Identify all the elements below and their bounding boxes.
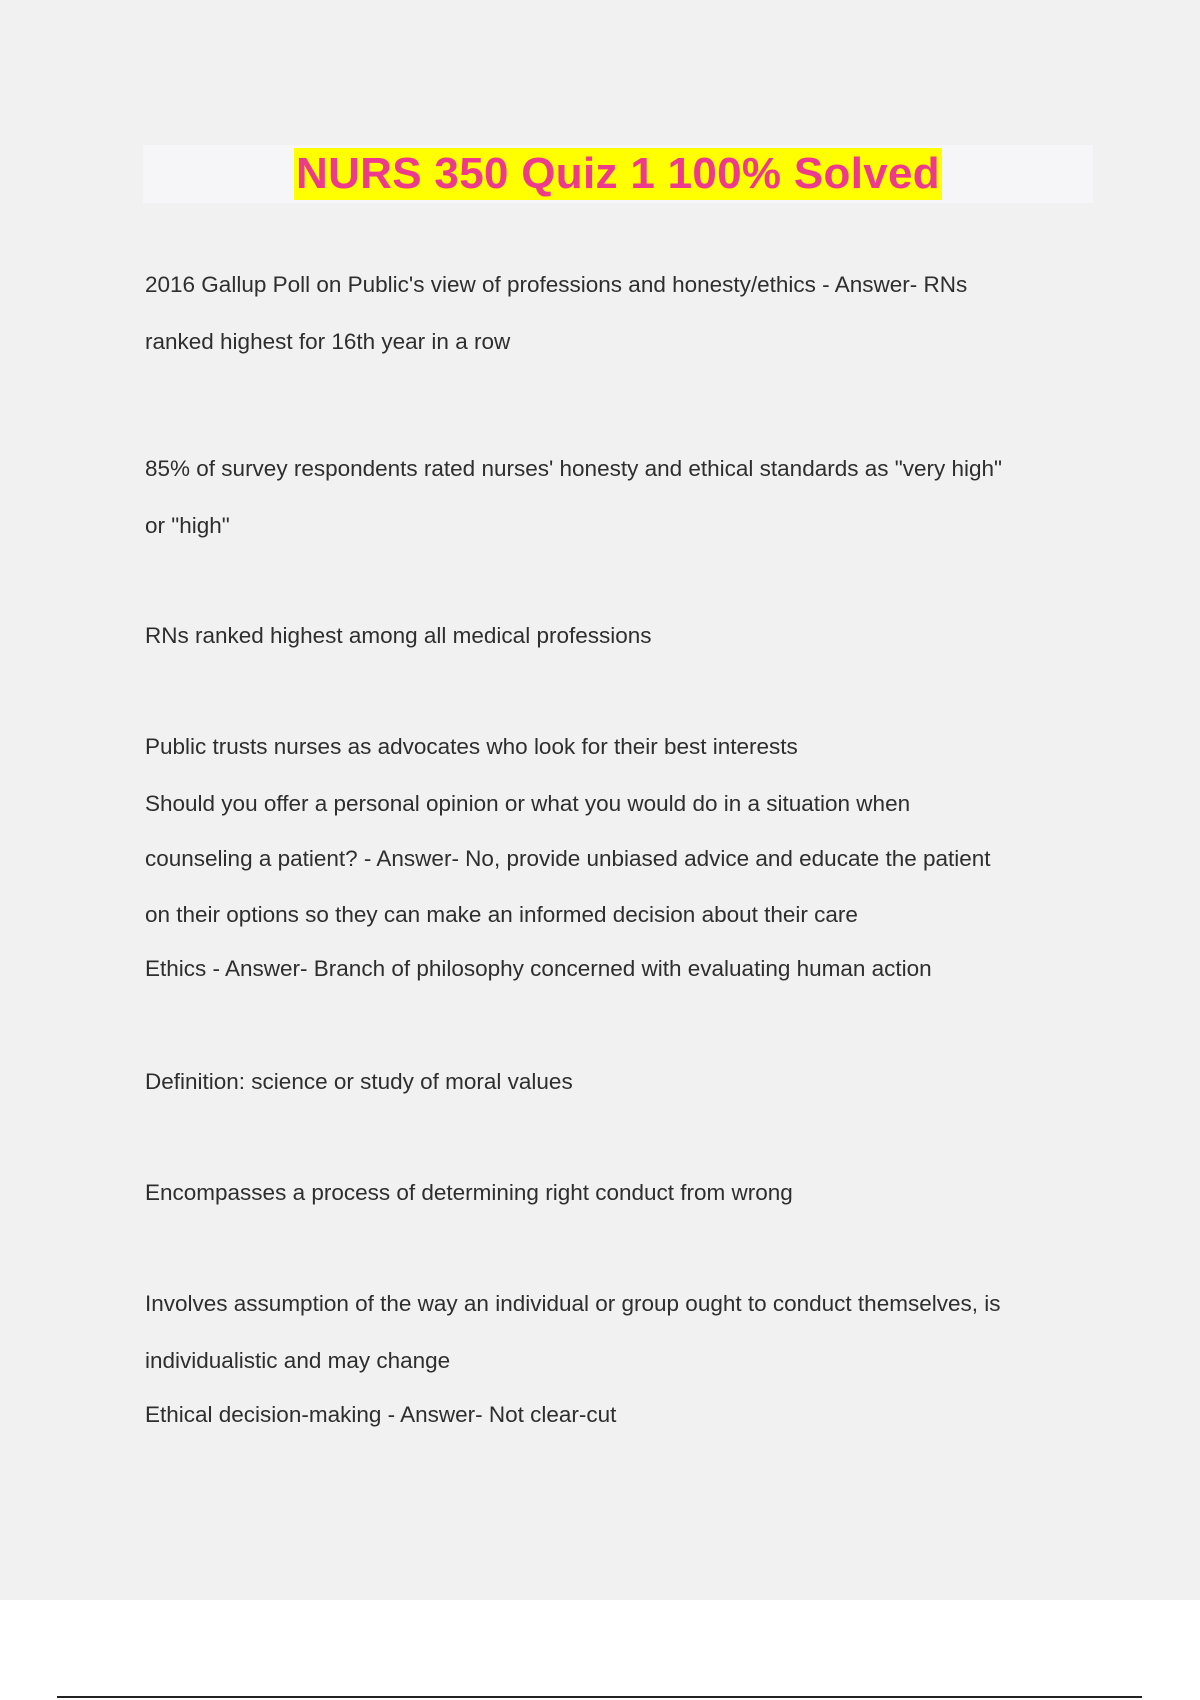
text-line: Definition: science or study of moral values	[145, 1069, 573, 1094]
title-band	[143, 145, 1093, 203]
text-line: Ethical decision-making - Answer- Not clear-cut	[145, 1402, 617, 1427]
text-line: Should you offer a personal opinion or what you would do in a situation when	[145, 791, 911, 816]
page-title: NURS 350 Quiz 1 100% Solved	[296, 149, 940, 198]
text-line: 85% of survey respondents rated nurses' honesty and ethical standards as "very high"	[145, 456, 1003, 481]
text-line: 2016 Gallup Poll on Public's view of professions and honesty/ethics - Answer- RNs	[145, 272, 968, 297]
text-line: Public trusts nurses as advocates who look for their best interests	[145, 734, 798, 759]
text-line: counseling a patient? - Answer- No, provide unbiased advice and educate the patient	[145, 846, 991, 871]
text-line: RNs ranked highest among all medical professions	[145, 623, 652, 648]
footer-divider	[57, 1696, 1142, 1698]
text-line: ranked highest for 16th year in a row	[145, 329, 511, 354]
text-line: Ethics - Answer- Branch of philosophy concerned with evaluating human action	[145, 956, 932, 981]
text-line: Encompasses a process of determining right conduct from wrong	[145, 1180, 793, 1205]
text-line: individualistic and may change	[145, 1348, 451, 1373]
text-line: or "high"	[145, 513, 230, 538]
text-line: on their options so they can make an informed decision about their care	[145, 902, 858, 927]
text-line: Involves assumption of the way an individual or group ought to conduct themselves, is	[145, 1291, 1001, 1316]
